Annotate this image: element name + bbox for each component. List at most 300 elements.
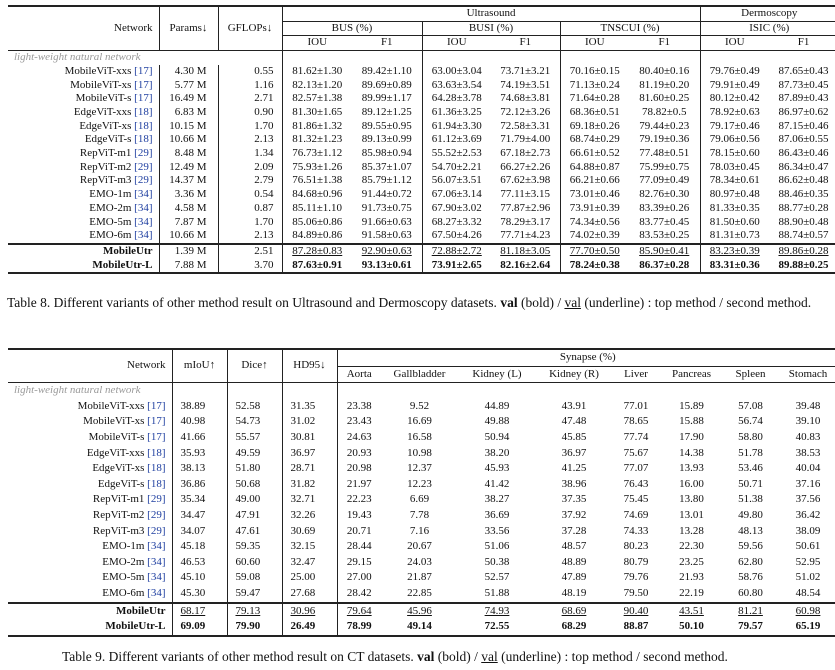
- cell-value: 45.85: [561, 430, 587, 443]
- cell-value: 48.54: [795, 586, 821, 599]
- cell-value: 80.97±0.48: [700, 188, 769, 202]
- cell-value: 13.80: [679, 493, 704, 506]
- cell-value: 79.50: [623, 586, 649, 599]
- cell-value: 6.69: [409, 493, 430, 506]
- table-row: [8, 508, 835, 524]
- cell-value: 64.88±0.87: [560, 161, 629, 175]
- cell-value: 74.19±3.51: [500, 78, 551, 91]
- cell-value: 16.00: [679, 477, 704, 490]
- cell-value: 46.53: [172, 555, 227, 571]
- cell-value: 83.31±0.36: [700, 259, 769, 274]
- cell-value: 74.93: [458, 603, 536, 620]
- cell-value: 39.10: [795, 415, 821, 428]
- cell-value: 25.00: [282, 570, 337, 586]
- cell-value: 85.79±1.12: [361, 174, 412, 187]
- table-row: [8, 161, 835, 175]
- cell-value: 45.18: [172, 539, 227, 555]
- cell-value: 61.36±3.25: [422, 106, 491, 120]
- col-header-miou: mIoU↑: [172, 349, 227, 383]
- cell-value: 75.93±1.26: [282, 161, 352, 175]
- cell-value: 49.80: [738, 508, 763, 521]
- cell-value: 77.70±0.50: [560, 244, 629, 259]
- col-header-network: Network: [8, 349, 172, 383]
- cell-value: 79.19±0.36: [639, 133, 690, 146]
- cell-value: 77.74: [623, 430, 649, 443]
- organ-header: Spleen: [723, 366, 778, 383]
- cell-value: 79.76±0.49: [700, 65, 769, 79]
- cell-value: 50.10: [660, 619, 723, 636]
- cell-value: 87.73±0.45: [778, 78, 829, 91]
- cell-gflops: 0.87: [218, 202, 282, 216]
- cell-value: 22.30: [679, 540, 704, 553]
- cell-value: 85.90±0.41: [629, 244, 700, 259]
- table-row: [8, 461, 835, 477]
- row-network: EMO-5m [34]: [102, 571, 166, 584]
- cell-gflops: 1.70: [218, 120, 282, 134]
- cell-value: 68.74±0.29: [560, 133, 629, 147]
- cell-value: 48.57: [561, 540, 587, 553]
- table-row-ours: [8, 244, 835, 259]
- col-header-hd95: HD95↓: [282, 349, 337, 383]
- cell-value: 80.79: [623, 555, 649, 568]
- cell-value: 88.90±0.48: [778, 215, 829, 228]
- cell-value: 80.12±0.42: [700, 92, 769, 106]
- row-network: MobileViT-s [17]: [88, 430, 166, 443]
- cell-gflops: 2.51: [218, 244, 282, 259]
- table-row-ours: [8, 259, 835, 274]
- cell-value: 77.01: [623, 399, 649, 412]
- cell-value: 50.71: [738, 477, 763, 490]
- row-network: RepViT-m1 [29]: [92, 493, 166, 506]
- cell-value: 84.68±0.96: [282, 188, 352, 202]
- cell-value: 78.15±0.60: [700, 147, 769, 161]
- cell-gflops: 2.71: [218, 92, 282, 106]
- cell-value: 23.43: [337, 414, 381, 430]
- cell-value: 71.13±0.24: [560, 79, 629, 93]
- cell-value: 78.82±0.5: [641, 105, 687, 118]
- cell-value: 47.89: [561, 571, 587, 584]
- cell-params: 10.66 M: [159, 133, 218, 147]
- cell-value: 36.42: [795, 508, 821, 521]
- cell-value: 76.43: [623, 477, 649, 490]
- cell-value: 67.18±2.73: [500, 147, 551, 160]
- cell-value: 83.39±0.26: [639, 201, 690, 214]
- row-network: EdgeViT-xxs [18]: [73, 105, 153, 118]
- cell-value: 89.42±1.10: [361, 64, 412, 77]
- row-network: MobileViT-xxs [17]: [64, 64, 153, 77]
- cell-value: 83.53±0.25: [639, 229, 690, 242]
- cell-value: 22.85: [407, 586, 432, 599]
- cell-value: 48.89: [561, 555, 587, 568]
- cell-value: 56.07±3.51: [422, 174, 491, 188]
- cell-value: 78.34±0.61: [700, 174, 769, 188]
- cell-value: 43.51: [660, 603, 723, 620]
- cell-value: 48.19: [561, 586, 587, 599]
- table-8-caption: Table 8. Different variants of other method result on Ultrasound and Dermoscopy datasets. val (bold) / val (underline) : top method / second method.: [7, 295, 812, 310]
- cell-value: 37.35: [561, 493, 587, 506]
- cell-value: 66.27±2.26: [500, 160, 551, 173]
- cell-value: 75.99±0.75: [639, 160, 690, 173]
- cell-value: 81.31±0.73: [700, 229, 769, 244]
- cell-params: 4.30 M: [159, 65, 218, 79]
- cell-value: 31.35: [282, 399, 337, 415]
- cell-value: 38.13: [172, 461, 227, 477]
- cell-value: 30.81: [282, 430, 337, 446]
- cell-gflops: 3.70: [218, 259, 282, 274]
- col-header-dice: Dice↑: [227, 349, 282, 383]
- row-network: MobileViT-xs [17]: [70, 78, 153, 91]
- cell-value: 78.29±3.17: [500, 215, 551, 228]
- cell-value: 32.71: [282, 492, 337, 508]
- cell-value: 22.19: [679, 586, 704, 599]
- cell-value: 38.96: [561, 477, 587, 490]
- organ-header: Kidney (L): [458, 366, 536, 383]
- cell-params: 7.88 M: [159, 259, 218, 274]
- cell-params: 10.66 M: [159, 229, 218, 244]
- cell-value: 40.04: [795, 462, 821, 475]
- cell-value: 79.57: [723, 619, 778, 636]
- cell-value: 73.71±3.21: [500, 64, 551, 77]
- cell-value: 91.66±0.63: [361, 215, 412, 228]
- cell-value: 41.25: [561, 462, 587, 475]
- cell-gflops: 1.34: [218, 147, 282, 161]
- cell-value: 71.79±4.00: [500, 133, 551, 146]
- table-9-caption: Table 9. Different variants of other method result on CT datasets. val (bold) / val (underline) : top method / second method.: [62, 649, 728, 664]
- table-row: [8, 570, 835, 586]
- cell-value: 88.77±0.28: [778, 201, 829, 214]
- row-network: MobileUtr-L: [8, 619, 172, 636]
- cell-value: 63.00±3.04: [422, 65, 491, 79]
- cell-params: 8.48 M: [159, 147, 218, 161]
- cell-value: 71.64±0.28: [560, 92, 629, 106]
- cell-value: 24.03: [407, 555, 432, 568]
- row-network: MobileUtr: [8, 244, 159, 259]
- cell-value: 77.09±0.49: [639, 174, 690, 187]
- cell-params: 10.15 M: [159, 120, 218, 134]
- table-row: [8, 477, 835, 493]
- cell-value: 51.78: [738, 446, 763, 459]
- cell-value: 86.34±0.47: [778, 160, 829, 173]
- cell-value: 86.37±0.28: [629, 259, 700, 274]
- cell-value: 61.12±3.69: [422, 133, 491, 147]
- cell-value: 79.76: [623, 571, 649, 584]
- cell-value: 81.60±0.25: [639, 92, 690, 105]
- table-row: [8, 229, 835, 244]
- cell-value: 87.89±0.43: [778, 92, 829, 105]
- cell-value: 80.40±0.16: [639, 64, 690, 77]
- cell-value: 79.06±0.56: [700, 133, 769, 147]
- cell-value: 17.90: [679, 430, 704, 443]
- cell-value: 81.19±0.20: [639, 78, 690, 91]
- cell-value: 13.93: [679, 462, 704, 475]
- cell-value: 68.17: [172, 603, 227, 620]
- row-network: RepViT-m1 [29]: [79, 147, 153, 160]
- cell-value: 72.58±3.31: [500, 119, 551, 132]
- table-row: [8, 120, 835, 134]
- cell-value: 39.48: [795, 399, 821, 412]
- cell-value: 14.38: [679, 446, 704, 459]
- cell-value: 23.38: [337, 399, 381, 415]
- cell-value: 86.97±0.62: [778, 105, 829, 118]
- cell-value: 77.11±3.15: [500, 188, 551, 201]
- row-network: MobileViT-s [17]: [75, 92, 153, 105]
- metric-header-iou: IOU: [282, 36, 352, 51]
- cell-value: 49.14: [381, 619, 458, 636]
- cell-value: 51.80: [227, 461, 282, 477]
- cell-gflops: 2.13: [218, 133, 282, 147]
- cell-value: 45.96: [381, 603, 458, 620]
- cell-value: 62.80: [738, 555, 763, 568]
- cell-value: 27.68: [282, 586, 337, 603]
- cell-value: 89.88±0.25: [769, 259, 835, 274]
- cell-gflops: 1.16: [218, 79, 282, 93]
- cell-gflops: 2.09: [218, 161, 282, 175]
- row-network: EdgeViT-s [18]: [97, 477, 166, 490]
- cell-value: 36.69: [484, 508, 510, 521]
- cell-value: 12.23: [407, 477, 432, 490]
- cell-value: 36.97: [561, 446, 587, 459]
- cell-value: 22.23: [337, 492, 381, 508]
- row-network: EMO-2m [34]: [102, 555, 166, 568]
- cell-value: 34.47: [172, 508, 227, 524]
- cell-value: 51.88: [484, 586, 510, 599]
- cell-value: 79.64: [337, 603, 381, 620]
- cell-value: 29.15: [337, 555, 381, 571]
- dataset-header-isic: ISIC (%): [700, 21, 835, 36]
- cell-value: 9.52: [409, 399, 430, 412]
- cell-value: 20.98: [337, 461, 381, 477]
- cell-value: 47.91: [227, 508, 282, 524]
- cell-value: 85.98±0.94: [361, 147, 412, 160]
- row-network: EdgeViT-s [18]: [84, 133, 153, 146]
- cell-value: 20.93: [337, 446, 381, 462]
- cell-value: 49.88: [484, 415, 510, 428]
- cell-value: 84.89±0.86: [282, 229, 352, 244]
- cell-value: 81.86±1.32: [282, 120, 352, 134]
- cell-value: 73.91±0.39: [560, 202, 629, 216]
- cell-value: 87.63±0.91: [282, 259, 352, 274]
- cell-value: 87.15±0.46: [778, 119, 829, 132]
- cell-value: 90.40: [612, 603, 660, 620]
- cell-value: 31.82: [282, 477, 337, 493]
- cell-value: 13.28: [679, 524, 704, 537]
- cell-value: 47.48: [561, 415, 587, 428]
- cell-value: 78.65: [623, 415, 649, 428]
- cell-value: 68.29: [536, 619, 612, 636]
- cell-value: 19.43: [337, 508, 381, 524]
- cell-value: 33.56: [484, 524, 510, 537]
- cell-value: 60.60: [227, 555, 282, 571]
- organ-header: Pancreas: [660, 366, 723, 383]
- cell-value: 16.58: [407, 430, 432, 443]
- cell-value: 73.01±0.46: [560, 188, 629, 202]
- cell-value: 78.24±0.38: [560, 259, 629, 274]
- cell-value: 53.46: [738, 462, 763, 475]
- cell-params: 16.49 M: [159, 92, 218, 106]
- table-row: [8, 133, 835, 147]
- cell-value: 85.11±1.10: [282, 202, 352, 216]
- cell-value: 82.76±0.30: [639, 188, 690, 201]
- cell-value: 58.80: [738, 430, 763, 443]
- cell-value: 45.93: [484, 462, 510, 475]
- cell-value: 12.37: [407, 462, 432, 475]
- cell-value: 68.27±3.32: [422, 216, 491, 230]
- table-row-ours: [8, 603, 835, 620]
- cell-value: 81.30±1.65: [282, 106, 352, 120]
- cell-value: 37.16: [795, 477, 821, 490]
- cell-value: 69.18±0.26: [560, 120, 629, 134]
- cell-params: 7.87 M: [159, 216, 218, 230]
- cell-value: 32.26: [282, 508, 337, 524]
- cell-value: 80.23: [623, 540, 649, 553]
- cell-value: 15.88: [679, 415, 704, 428]
- cell-value: 38.27: [484, 493, 510, 506]
- cell-params: 6.83 M: [159, 106, 218, 120]
- cell-value: 7.78: [409, 508, 430, 521]
- cell-value: 59.08: [227, 570, 282, 586]
- row-network: EMO-6m [34]: [89, 229, 153, 242]
- cell-value: 83.23±0.39: [700, 244, 769, 259]
- cell-value: 69.09: [172, 619, 227, 636]
- cell-value: 27.00: [337, 570, 381, 586]
- cell-value: 15.89: [679, 399, 704, 412]
- organ-header: Aorta: [337, 366, 381, 383]
- col-header-gflops: GFLOPs↓: [218, 6, 282, 51]
- cell-value: 87.06±0.55: [778, 133, 829, 146]
- cell-value: 52.58: [227, 399, 282, 415]
- cell-value: 37.56: [795, 493, 821, 506]
- row-network: RepViT-m2 [29]: [92, 508, 166, 521]
- cell-gflops: 2.13: [218, 229, 282, 244]
- cell-params: 3.36 M: [159, 188, 218, 202]
- metric-header-iou: IOU: [560, 36, 629, 51]
- cell-value: 38.89: [172, 399, 227, 415]
- cell-value: 79.13: [227, 603, 282, 620]
- cell-value: 85.37±1.07: [361, 160, 412, 173]
- cell-value: 79.90: [227, 619, 282, 636]
- cell-value: 75.67: [623, 446, 649, 459]
- cell-value: 77.48±0.51: [639, 147, 690, 160]
- cell-value: 40.98: [172, 414, 227, 430]
- cell-value: 56.74: [738, 415, 763, 428]
- cell-value: 50.38: [484, 555, 510, 568]
- cell-value: 89.55±0.95: [361, 119, 412, 132]
- cell-params: 12.49 M: [159, 161, 218, 175]
- row-network: MobileUtr-L: [8, 259, 159, 274]
- cell-value: 74.68±3.81: [500, 92, 551, 105]
- cell-value: 89.12±1.25: [361, 105, 412, 118]
- cell-value: 49.00: [227, 492, 282, 508]
- cell-value: 81.21: [723, 603, 778, 620]
- cell-value: 24.63: [337, 430, 381, 446]
- table-row: [8, 555, 835, 571]
- group-header-synapse: Synapse (%): [337, 349, 835, 366]
- cell-value: 79.91±0.49: [700, 79, 769, 93]
- cell-value: 91.58±0.63: [361, 229, 412, 242]
- cell-value: 75.45: [623, 493, 649, 506]
- cell-params: 1.39 M: [159, 244, 218, 259]
- cell-value: 41.42: [484, 477, 510, 490]
- cell-value: 32.15: [282, 539, 337, 555]
- cell-value: 70.16±0.15: [560, 65, 629, 79]
- cell-value: 65.19: [778, 619, 835, 636]
- row-network: EMO-5m [34]: [89, 215, 153, 228]
- cell-value: 83.77±0.45: [639, 215, 690, 228]
- table-row: [8, 202, 835, 216]
- cell-value: 76.51±1.38: [282, 174, 352, 188]
- cell-value: 51.38: [738, 493, 763, 506]
- cell-value: 55.52±2.53: [422, 147, 491, 161]
- cell-value: 89.86±0.28: [769, 244, 835, 259]
- organ-header: Liver: [612, 366, 660, 383]
- cell-value: 47.61: [227, 524, 282, 540]
- row-network: EMO-2m [34]: [89, 201, 153, 214]
- cell-value: 79.17±0.46: [700, 120, 769, 134]
- metric-header-f1: F1: [629, 36, 700, 51]
- cell-value: 48.13: [738, 524, 763, 537]
- cell-value: 67.06±3.14: [422, 188, 491, 202]
- cell-value: 20.67: [407, 540, 432, 553]
- cell-value: 68.36±0.51: [560, 106, 629, 120]
- cell-value: 35.93: [172, 446, 227, 462]
- cell-value: 89.69±0.89: [361, 78, 412, 91]
- table-row: [8, 586, 835, 603]
- cell-value: 74.02±0.39: [560, 229, 629, 244]
- cell-value: 92.90±0.63: [352, 244, 422, 259]
- row-network: RepViT-m3 [29]: [92, 524, 166, 537]
- cell-value: 74.69: [623, 508, 649, 521]
- cell-value: 55.57: [227, 430, 282, 446]
- cell-value: 59.56: [738, 540, 763, 553]
- row-network: EMO-6m [34]: [102, 586, 166, 599]
- table-row: [8, 539, 835, 555]
- organ-header: Gallbladder: [381, 366, 458, 383]
- cell-value: 35.34: [172, 492, 227, 508]
- table-row: [8, 492, 835, 508]
- cell-value: 73.91±2.65: [422, 259, 491, 274]
- cell-value: 51.06: [484, 540, 510, 553]
- cell-value: 63.63±3.54: [422, 79, 491, 93]
- cell-value: 78.03±0.45: [700, 161, 769, 175]
- cell-value: 40.83: [795, 430, 821, 443]
- table-row: [8, 65, 835, 79]
- cell-value: 23.25: [679, 555, 704, 568]
- row-network: EMO-1m [34]: [102, 540, 166, 553]
- cell-value: 21.87: [407, 571, 432, 584]
- cell-value: 54.73: [227, 414, 282, 430]
- cell-value: 28.44: [337, 539, 381, 555]
- cell-value: 38.53: [795, 446, 821, 459]
- table-row: [8, 414, 835, 430]
- cell-value: 77.07: [623, 462, 649, 475]
- cell-value: 86.62±0.48: [778, 174, 829, 187]
- cell-value: 81.62±1.30: [282, 65, 352, 79]
- dataset-header-tnscui: TNSCUI (%): [560, 21, 700, 36]
- cell-value: 37.92: [561, 508, 587, 521]
- cell-value: 60.98: [778, 603, 835, 620]
- cell-value: 88.74±0.57: [778, 229, 829, 242]
- cell-value: 82.16±2.64: [491, 259, 560, 274]
- metric-header-f1: F1: [491, 36, 560, 51]
- cell-value: 41.66: [172, 430, 227, 446]
- table-row-ours: [8, 619, 835, 636]
- cell-value: 87.28±0.83: [282, 244, 352, 259]
- cell-value: 81.32±1.23: [282, 133, 352, 147]
- row-network: EMO-1m [34]: [89, 188, 153, 201]
- cell-value: 64.28±3.78: [422, 92, 491, 106]
- cell-value: 44.89: [484, 399, 510, 412]
- cell-value: 59.47: [227, 586, 282, 603]
